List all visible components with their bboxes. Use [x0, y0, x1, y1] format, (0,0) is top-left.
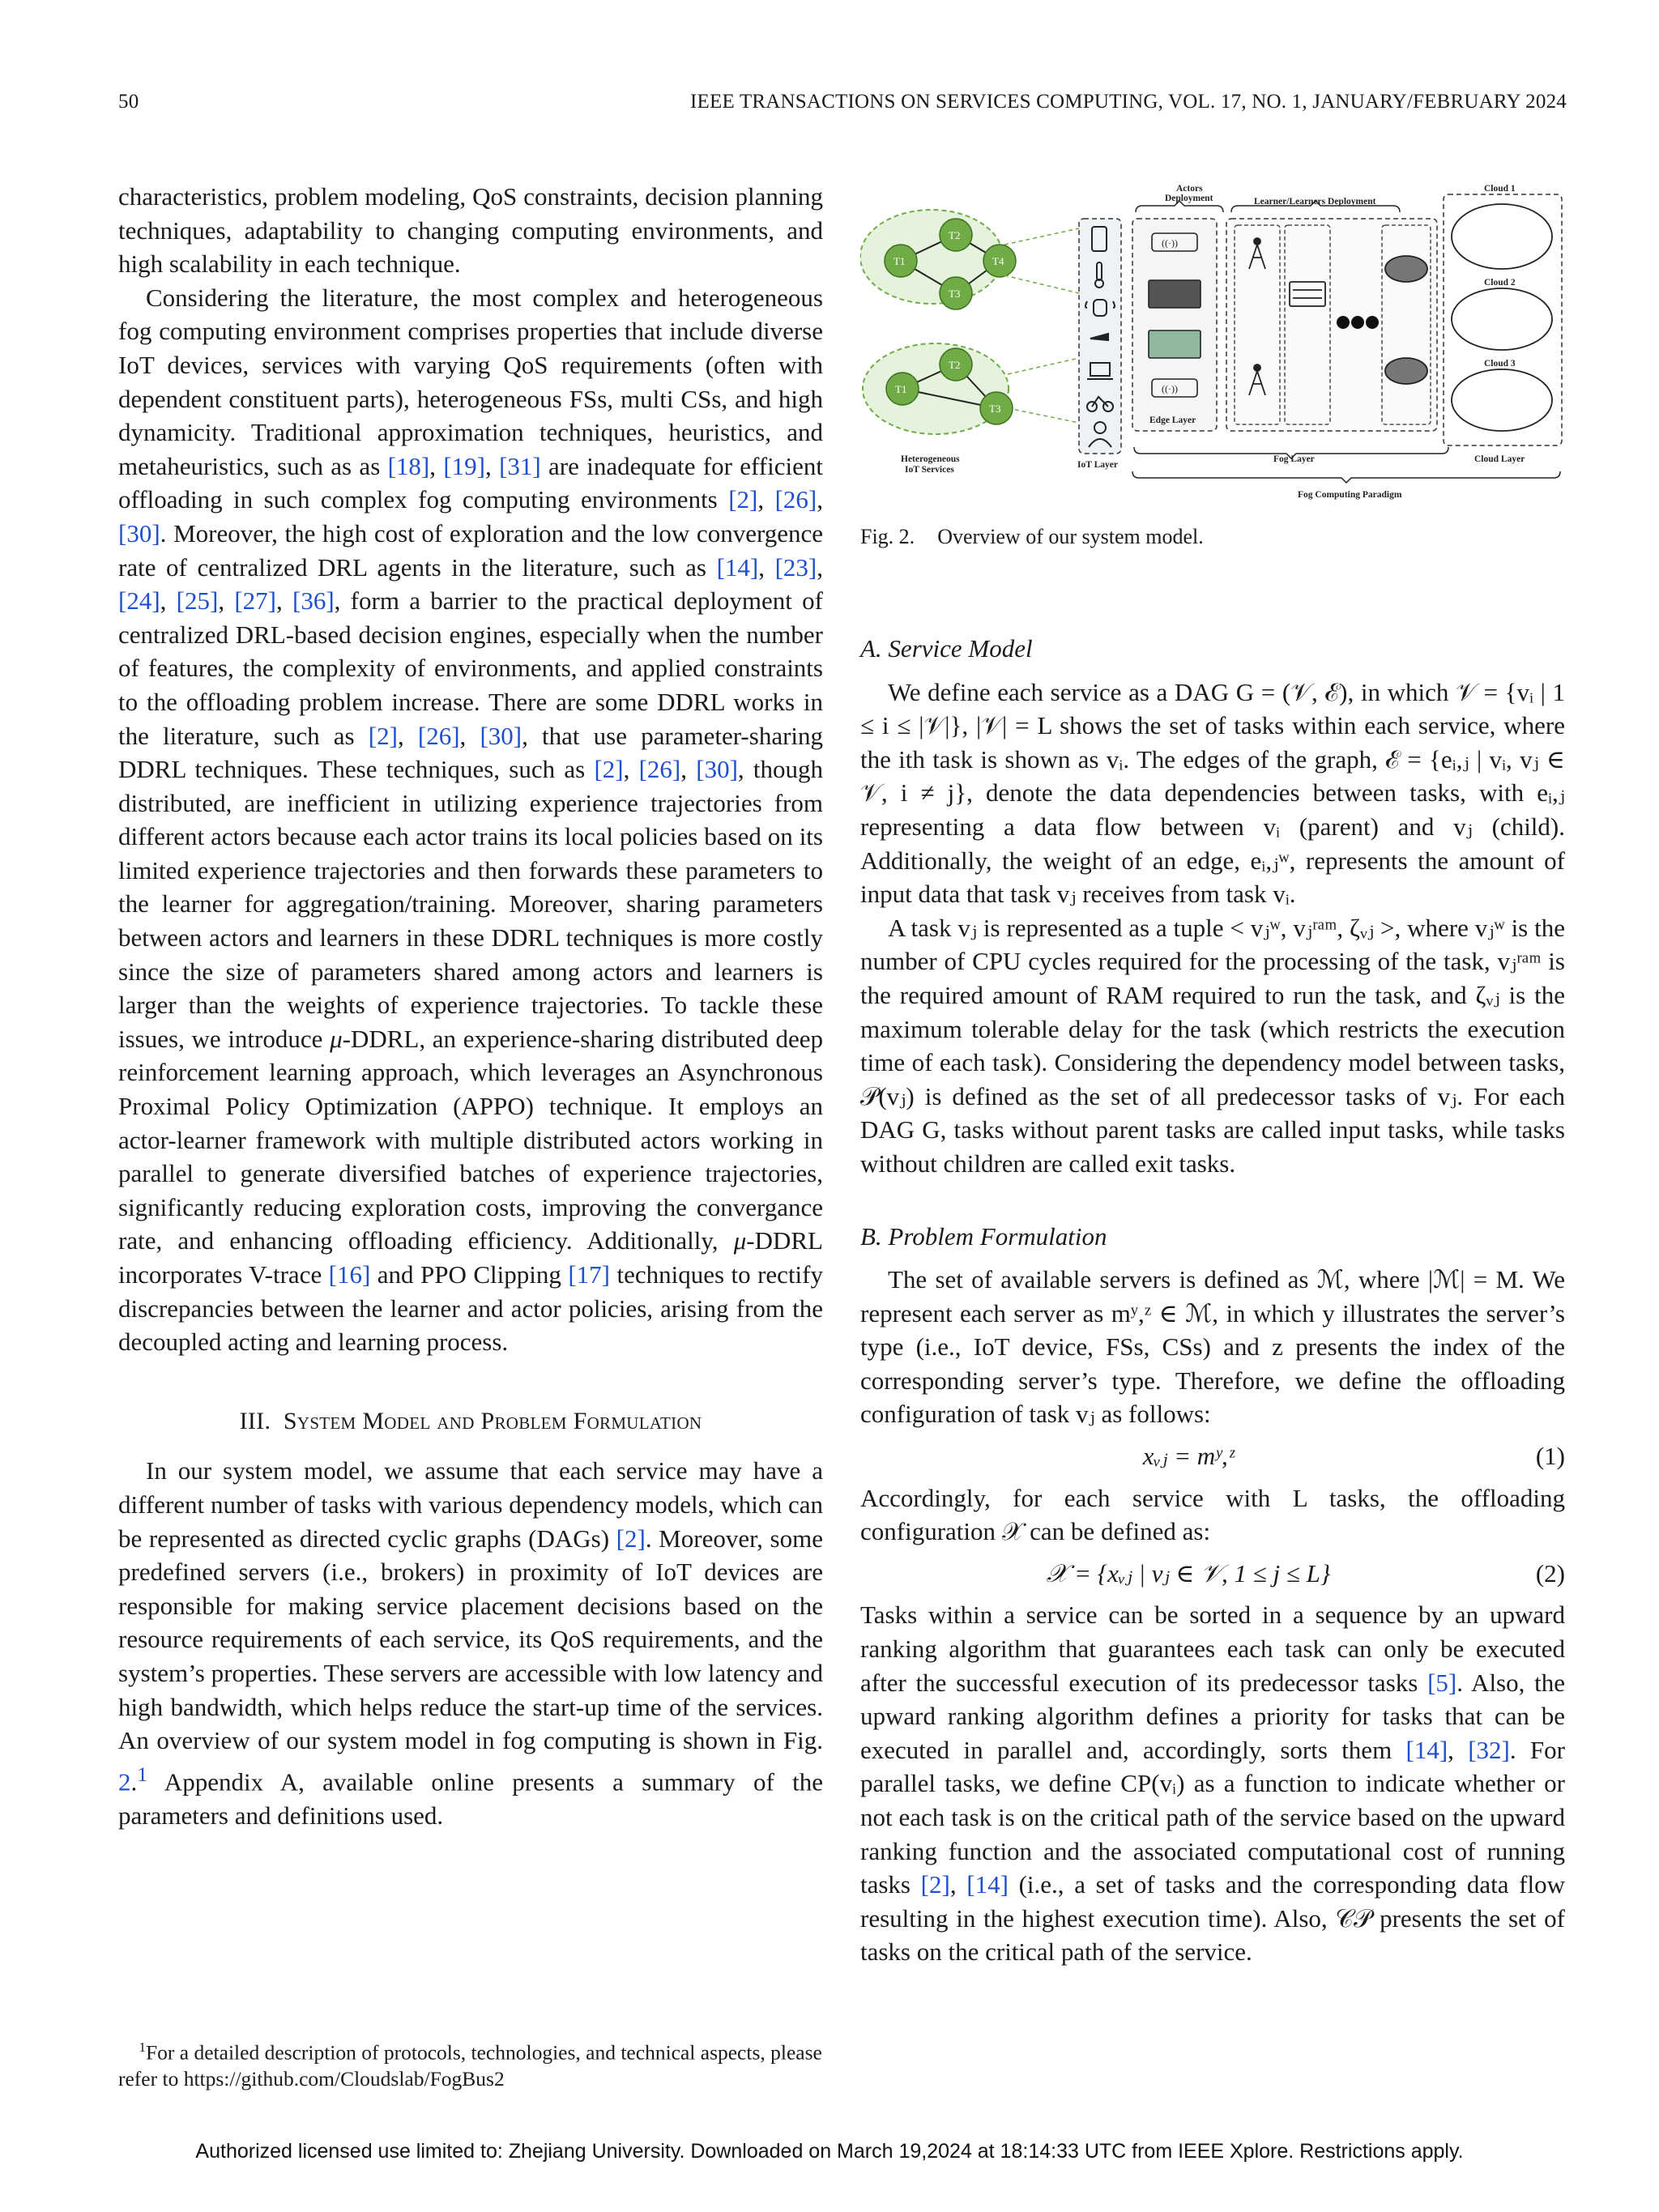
paragraph: In our system model, we assume that each service may have a different number of tasks with various dependency models, which can be represented as directed cyclic graphs (DAGs) [2]. Moreover, some predefined servers (i.e., brokers) in proximity of IoT devices are responsible for making service placement decisions based on the resource requirements of each service, its QoS requirements, and the system’s properties. These servers are accessible with low latency and high bandwidth, which helps reduce the start-up time of the services. An overview of our system model in fog computing is shown in Fig. 2.$^1$ Appendix A, available online presents a summary of the parameters and definitions used. — [118, 1456, 823, 1830]
equation: xᵥⱼ = mʸ,ᶻ (1) — [1142, 1442, 1565, 1471]
footnote: $^1$For a detailed description of protocols, technologies, and technical aspects, please refer to https://github.com/Cloudslab/FogBus2 — [118, 2039, 822, 2091]
citation-link[interactable]: [2] — [616, 1524, 646, 1553]
svg-text:((·)): ((·)) — [1162, 237, 1178, 249]
citation-link[interactable]: [30] — [118, 518, 160, 548]
figure-label: Cloud 1 — [1484, 184, 1516, 194]
citation-link[interactable]: [2] — [594, 755, 624, 784]
figure-caption: Fig. 2. Overview of our system model. — [860, 525, 1204, 548]
figure-label: Fog Layer — [1273, 454, 1315, 464]
paragraph: Accordingly, for each service with L tasks, the offloading configuration 𝒳 can be defined as: — [860, 1483, 1565, 1546]
left-column — [118, 180, 823, 1832]
page-number: 50 — [118, 91, 139, 113]
paragraph: Considering the literature, the most complex and heterogeneous fog computing environment comprises properties that include diverse IoT devices, services with varying QoS requirements (often with dependent constituent parts), heterogeneous FSs, multi CSs, and high dynamicity. Traditional approximation techniques, heuristics, and metaheuristics, such as as [18], [19], [31] are inadequate for efficient offloading in such complex fog computing environments [2], [26], [30]. Moreover, the high cost of exploration and the low convergence rate of centralized DRL agents in the literature, such as [14], [23], [24], [25], [27], [36], form a barrier to the practical deployment of centralized DRL-based decision engines, especially when the number of features, the complexity of environments, and applied constraints to the offloading problem increase. There are some DDRL works in the literature, such as [2], [26], [30], that use parameter-sharing DDRL techniques. These techniques, such as [2], [26], [30], though distributed, are inefficient in utilizing experience trajectories from different actors because each actor trains its local policies based on its limited experience trajectories and then forwards these parameters to the learner for aggregation/training. Moreover, sharing parameters between actors and learners in these DDRL techniques is more costly since the size of parameters shared among actors and learners is larger than the weights of experience trajectories. To tackle these issues, we introduce μ-DDRL, an experience-sharing distributed deep reinforcement learning approach, which leverages an Asynchronous Proximal Policy Optimization (APPO) technique. It employs an actor-learner framework with multiple distributed actors working in parallel to generate diversified batches of experience trajectories, significantly reducing exploration costs, improving the convergance rate, and enhancing offloading efficiency. Additionally, μ-DDRL incorporates V-trace [16] and PPO Clipping [17] techniques to rectify discrepancies between the learner and actor policies, arising from the decoupled acting and learning process. — [118, 283, 824, 1357]
citation-link[interactable]: [25] — [176, 586, 219, 616]
ellipsis-dot — [1366, 316, 1379, 329]
citation-link[interactable]: [26] — [638, 755, 681, 784]
paragraph: A task vⱼ is represented as a tuple < vⱼʷ, vⱼʳᵃᵐ, ζᵥⱼ >, where vⱼʷ is the number of CPU cycles required for the processing of the task, vⱼʳᵃᵐ is the required amount of RAM required to run the task, and ζᵥⱼ is the maximum tolerable delay for the task (which restricts the execution time of each task). Considering the dependency model between tasks, 𝒫(vⱼ) is defined as the set of all predecessor tasks of vⱼ. For each DAG G, tasks without parent tasks are called input tasks, while tasks without children are called exit tasks. — [860, 913, 1565, 1178]
subsection-heading: B. Problem Formulation — [860, 1221, 1107, 1251]
citation-link[interactable]: [27] — [234, 586, 276, 616]
node-label: T2 — [949, 359, 961, 371]
citation-link[interactable]: [2] — [728, 485, 758, 514]
paragraph: We define each service as a DAG G = (𝒱, ℰ), in which 𝒱 = {vᵢ | 1 ≤ i ≤ |𝒱|}, |𝒱| = L shows the set of tasks within each service, where the ith task is shown as vᵢ. The edges of the graph, ℰ = {eᵢ,ⱼ | vᵢ, vⱼ ∈ 𝒱, i ≠ j}, denote the data dependencies between tasks, with eᵢ,ⱼ representing a data flow between vᵢ (parent) and vⱼ (child). Additionally, the weight of an edge, eᵢ,ⱼʷ, represents the amount of input data that task vⱼ receives from task vᵢ. — [860, 677, 1565, 909]
paragraph: characteristics, problem modeling, QoS constraints, decision planning techniques, adaptability to changing computing environments, and high scalability in each technique. — [118, 182, 823, 279]
citation-link[interactable]: [31] — [499, 451, 541, 480]
citation-link[interactable]: [5] — [1427, 1668, 1457, 1697]
citation-link[interactable]: [2] — [368, 721, 398, 750]
citation-link[interactable]: [14] — [716, 552, 759, 582]
journal-header: IEEE TRANSACTIONS ON SERVICES COMPUTING, VOL. 17, NO. 1, JANUARY/FEBRUARY 2024 — [690, 91, 1567, 113]
node-label: T1 — [895, 383, 907, 395]
equation: 𝒳 = {xᵥⱼ | vⱼ ∈ 𝒱, 1 ≤ j ≤ L} (2) — [1046, 1558, 1565, 1588]
svg-text:((·)): ((·)) — [1162, 383, 1178, 394]
figure-label: Learner/Learners Deployment — [1254, 197, 1376, 207]
figure-label: Deployment — [1165, 194, 1213, 203]
figure-label: Edge Layer — [1149, 416, 1196, 425]
service-dag-halo — [860, 210, 1003, 304]
subsection-heading: A. Service Model — [860, 634, 1033, 663]
figure-label: IoT Services — [905, 465, 954, 475]
citation-link[interactable]: [19] — [443, 451, 485, 480]
authorization-notice: Authorized licensed use limited to: Zhejiang University. Downloaded on March 19,2024 at 18:14:33 UTC from IEEE Xplore. Restrictions apply. — [195, 2140, 1464, 2163]
fog-layer-box — [1226, 219, 1437, 431]
node-label: T4 — [992, 255, 1004, 267]
paragraph: Tasks within a service can be sorted in a sequence by an upward ranking algorithm that guarantees each task can only be executed after the successful execution of its predecessor tasks [5]. Also, the upward ranking algorithm defines a priority for tasks that can be executed in parallel and, accordingly, sorts them [14], [32]. For parallel tasks, we define CP(vᵢ) as a function to indicate whether or not each task is on the critical path of the service based on the upward ranking function and the associated computational cost of running tasks [2], [14] (i.e., a set of tasks and the corresponding data flow resulting in the highest execution time). Also, 𝒞𝒫 presents the set of tasks on the critical path of the service. — [860, 1600, 1566, 1967]
citation-link[interactable]: [26] — [774, 485, 817, 514]
citation-link[interactable]: [17] — [568, 1260, 611, 1289]
figure-label: Cloud Layer — [1474, 454, 1525, 464]
node-label: T3 — [989, 403, 1001, 415]
figure-label: Actors — [1176, 184, 1203, 194]
footnote-mark[interactable]: 1 — [137, 1762, 148, 1786]
figure-label: Heterogeneous — [901, 454, 960, 464]
figure-label: Cloud 3 — [1484, 359, 1516, 369]
node-label: T1 — [893, 255, 906, 267]
figure-label: IoT Layer — [1077, 460, 1118, 470]
citation-link[interactable]: [18] — [387, 451, 430, 480]
figure-label: Fog Computing Paradigm — [1298, 490, 1402, 500]
citation-link[interactable]: [23] — [774, 552, 817, 582]
section-heading: III. System Model and Problem Formulation — [239, 1407, 702, 1434]
citation-link[interactable]: [26] — [417, 721, 460, 750]
citation-link[interactable]: [16] — [328, 1260, 371, 1289]
cloud-icon — [1452, 369, 1552, 431]
citation-link[interactable]: [36] — [292, 586, 335, 616]
node-label: T3 — [949, 288, 961, 300]
citation-link[interactable]: [2] — [920, 1870, 950, 1899]
paragraph: The set of available servers is defined as ℳ, where |ℳ| = M. We represent each server as mʸ,ᶻ ∈ ℳ, in which y illustrates the server’s type (i.e., IoT device, FSs, CSs) and z presents the index of the corresponding server’s type. Therefore, we define the offloading configuration of task vⱼ as follows: — [860, 1265, 1565, 1429]
cloud-icon — [1452, 288, 1552, 350]
node-label: T2 — [949, 229, 961, 241]
citation-link[interactable]: [32] — [1468, 1735, 1510, 1764]
citation-link[interactable]: [30] — [480, 721, 522, 750]
citation-link[interactable]: [30] — [696, 755, 738, 784]
system-model-figure — [860, 180, 1565, 504]
right-column — [860, 551, 1565, 1969]
citation-link[interactable]: [14] — [1405, 1735, 1448, 1764]
citation-link[interactable]: [14] — [966, 1870, 1009, 1899]
figure-label: Cloud 2 — [1484, 278, 1516, 288]
figure-link[interactable]: 2 — [118, 1767, 131, 1796]
ellipsis-dot — [1351, 316, 1364, 329]
citation-link[interactable]: [24] — [118, 586, 160, 616]
cloud-icon — [1452, 204, 1552, 269]
ellipsis-dot — [1337, 316, 1350, 329]
